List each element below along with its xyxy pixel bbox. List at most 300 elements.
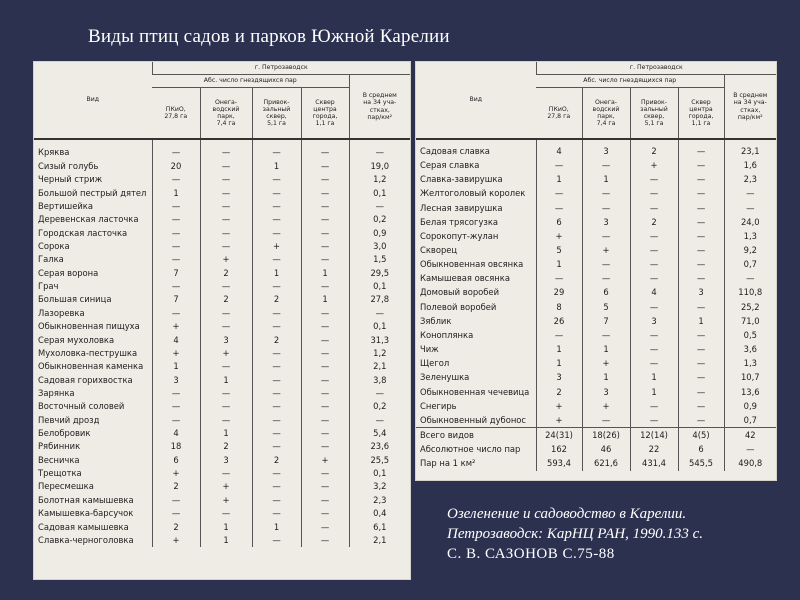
table-cell: 0,1	[349, 280, 410, 293]
bird-table-left	[34, 62, 410, 547]
species-column-header: Вид	[34, 62, 152, 139]
table-cell: —	[301, 400, 349, 413]
table-cell: —	[582, 271, 630, 285]
table-row	[34, 306, 410, 319]
table-cell: 42	[724, 428, 776, 443]
species-name: Лазоревка	[38, 307, 85, 318]
table-row	[416, 201, 776, 215]
table-cell: —	[301, 507, 349, 520]
table-cell: 3	[582, 385, 630, 399]
table-cell: —	[536, 271, 582, 285]
table-cell: 8	[536, 300, 582, 314]
table-cell: —	[200, 400, 252, 413]
table-row	[416, 172, 776, 186]
table-cell: —	[630, 271, 678, 285]
table-cell: —	[301, 139, 349, 159]
table-cell: —	[301, 320, 349, 333]
species-name: Обыкновенный дубонос	[420, 414, 527, 425]
table-cell: —	[301, 240, 349, 253]
location-header: Сквер центра города, 1,1 га	[301, 88, 349, 140]
table-cell: —	[301, 253, 349, 266]
city-header: г. Петрозаводск	[152, 62, 410, 75]
table-cell: 0,9	[349, 226, 410, 239]
table-row	[416, 257, 776, 271]
table-cell: 162	[536, 442, 582, 456]
species-name: Обыкновенная каменка	[38, 361, 144, 372]
location-header: Онега- водский парк, 7,4 га	[582, 88, 630, 140]
table-cell: —	[152, 240, 200, 253]
table-cell: 24(31)	[536, 428, 582, 443]
table-cell: 3	[152, 373, 200, 386]
table-cell: 4	[536, 139, 582, 158]
table-cell: —	[252, 493, 301, 506]
table-cell: 19,0	[349, 159, 410, 172]
table-cell: —	[301, 360, 349, 373]
table-row	[34, 493, 410, 506]
table-cell: 2	[200, 266, 252, 279]
table-row	[416, 399, 776, 413]
species-name: Скворец	[420, 244, 458, 255]
citation-author: С. В. САЗОНОВ С.75-88	[447, 546, 615, 562]
table-row	[416, 314, 776, 328]
table-cell: +	[152, 320, 200, 333]
table-cell: —	[252, 306, 301, 319]
table-cell: —	[582, 257, 630, 271]
table-row	[34, 159, 410, 172]
species-name: Зяблик	[420, 315, 452, 326]
table-cell: —	[536, 186, 582, 200]
table-cell: —	[200, 507, 252, 520]
table-cell: —	[152, 226, 200, 239]
species-name: Садовая горихвостка	[38, 374, 133, 385]
table-cell: 7	[152, 293, 200, 306]
species-name: Городская ласточка	[38, 227, 128, 238]
table-cell: —	[724, 442, 776, 456]
table-cell: —	[724, 186, 776, 200]
table-row	[34, 360, 410, 373]
table-cell: 5	[536, 243, 582, 257]
table-cell: 0,1	[349, 467, 410, 480]
table-cell: 3	[536, 371, 582, 385]
table-cell: 545,5	[678, 456, 724, 470]
nests-header: Абс. число гнездящихся пар	[536, 75, 724, 88]
species-name: Рябинник	[38, 441, 81, 452]
table-cell: —	[252, 507, 301, 520]
table-cell: —	[252, 400, 301, 413]
table-cell: 2	[152, 520, 200, 533]
table-row	[416, 271, 776, 285]
table-cell: —	[301, 346, 349, 359]
table-cell: 1	[582, 342, 630, 356]
table-cell: —	[152, 173, 200, 186]
table-cell: 29,5	[349, 266, 410, 279]
table-cell: —	[301, 373, 349, 386]
table-cell: —	[678, 215, 724, 229]
table-cell: 1	[630, 385, 678, 399]
table-cell: —	[252, 386, 301, 399]
table-cell: —	[301, 440, 349, 453]
table-cell: 2	[200, 440, 252, 453]
table-row	[34, 199, 410, 212]
table-cell: —	[200, 139, 252, 159]
table-cell: —	[301, 386, 349, 399]
table-row	[34, 253, 410, 266]
table-row	[416, 139, 776, 158]
species-column-header: Вид	[416, 62, 536, 139]
species-name: Деревенская ласточка	[38, 214, 139, 225]
table-cell: +	[536, 399, 582, 413]
table-cell: —	[301, 520, 349, 533]
table-cell: 0,1	[349, 186, 410, 199]
table-cell: 2,1	[349, 533, 410, 546]
table-cell: 2	[630, 215, 678, 229]
table-cell: —	[252, 467, 301, 480]
table-cell: 1	[678, 314, 724, 328]
table-cell: —	[152, 139, 200, 159]
table-cell: —	[252, 533, 301, 546]
density-header: В среднем на 34 уча- стках, пар/км²	[724, 75, 776, 140]
species-name: Кряква	[38, 147, 70, 158]
table-cell: 20	[152, 159, 200, 172]
table-cell: —	[630, 186, 678, 200]
species-name: Желтоголовый королек	[420, 188, 526, 199]
table-cell: 1	[252, 520, 301, 533]
table-cell: 2,3	[724, 172, 776, 186]
table-cell: —	[536, 201, 582, 215]
table-cell: —	[349, 306, 410, 319]
table-row	[34, 320, 410, 333]
table-cell: 621,6	[582, 456, 630, 470]
table-cell: +	[152, 533, 200, 546]
table-cell: —	[252, 440, 301, 453]
table-cell: 1	[536, 342, 582, 356]
table-cell: 71,0	[724, 314, 776, 328]
table-cell: 1	[630, 371, 678, 385]
table-cell: —	[678, 257, 724, 271]
table-cell: —	[152, 280, 200, 293]
table-cell: 25,2	[724, 300, 776, 314]
table-cell: —	[630, 300, 678, 314]
table-cell: 29	[536, 286, 582, 300]
table-cell: —	[678, 271, 724, 285]
table-row	[34, 280, 410, 293]
table-cell: —	[582, 229, 630, 243]
table-cell: 3,8	[349, 373, 410, 386]
table-cell: 25,5	[349, 453, 410, 466]
table-cell: 4	[630, 286, 678, 300]
citation	[447, 504, 777, 564]
table-cell: —	[252, 186, 301, 199]
table-cell: —	[630, 243, 678, 257]
species-name: Садовая славка	[420, 145, 490, 156]
table-cell: —	[678, 201, 724, 215]
table-cell: —	[200, 280, 252, 293]
table-cell: 1	[200, 427, 252, 440]
table-cell: 3	[200, 333, 252, 346]
table-body	[416, 139, 776, 471]
table-cell: —	[301, 413, 349, 426]
table-cell: 6	[536, 215, 582, 229]
species-name: Чиж	[420, 344, 439, 355]
table-cell: —	[630, 413, 678, 428]
table-cell: —	[252, 427, 301, 440]
table-cell: —	[152, 493, 200, 506]
table-cell: 1	[252, 159, 301, 172]
table-cell: —	[301, 280, 349, 293]
table-cell: 0,4	[349, 507, 410, 520]
table-cell: 18	[152, 440, 200, 453]
table-row	[34, 346, 410, 359]
table-cell: —	[252, 253, 301, 266]
table-row	[34, 480, 410, 493]
table-row	[34, 507, 410, 520]
table-row	[34, 520, 410, 533]
table-cell: 4	[152, 333, 200, 346]
species-name: Белобровик	[38, 428, 91, 439]
table-cell: —	[678, 371, 724, 385]
table-cell: +	[200, 493, 252, 506]
table-cell: 10,7	[724, 371, 776, 385]
table-cell: —	[678, 158, 724, 172]
table-cell: —	[301, 213, 349, 226]
table-row	[34, 293, 410, 306]
table-row	[416, 286, 776, 300]
species-name: Мухоловка-пеструшка	[38, 347, 138, 358]
species-name: Большая синица	[38, 294, 112, 305]
table-cell: +	[582, 399, 630, 413]
table-cell: —	[536, 328, 582, 342]
table-row	[34, 139, 410, 159]
total-row	[416, 442, 776, 456]
table-cell: —	[200, 173, 252, 186]
species-name: Вертишейка	[38, 200, 93, 211]
species-name: Серая мухоловка	[38, 334, 115, 345]
species-name: Обыкновенная пищуха	[38, 321, 140, 332]
table-row	[416, 243, 776, 257]
table-cell: +	[301, 453, 349, 466]
table-cell: —	[152, 306, 200, 319]
table-cell: 2	[630, 139, 678, 158]
table-cell: 6	[152, 453, 200, 466]
table-cell: —	[724, 201, 776, 215]
table-cell: —	[301, 159, 349, 172]
species-name: Лесная завирушка	[420, 202, 503, 213]
table-cell: —	[200, 199, 252, 212]
table-cell: —	[301, 199, 349, 212]
table-cell: 1	[301, 266, 349, 279]
species-name: Всего видов	[416, 428, 536, 443]
table-cell: —	[630, 229, 678, 243]
table-cell: —	[200, 386, 252, 399]
species-name: Щегол	[420, 358, 450, 369]
table-cell: —	[678, 413, 724, 428]
table-cell: —	[200, 213, 252, 226]
table-cell: —	[630, 328, 678, 342]
table-row	[416, 356, 776, 370]
table-cell: —	[200, 360, 252, 373]
table-cell: —	[678, 229, 724, 243]
species-name: Садовая камышевка	[38, 521, 129, 532]
table-cell: +	[200, 480, 252, 493]
density-header: В среднем на 34 уча- стках, пар/км²	[349, 75, 410, 140]
table-cell: 6	[678, 442, 724, 456]
table-cell: 4(5)	[678, 428, 724, 443]
table-cell: 0,5	[724, 328, 776, 342]
table-row	[34, 173, 410, 186]
table-cell: 0,7	[724, 413, 776, 428]
table-cell: 1	[152, 360, 200, 373]
table-cell: —	[152, 413, 200, 426]
table-cell: —	[678, 172, 724, 186]
total-row	[416, 428, 776, 443]
table-cell: —	[252, 213, 301, 226]
location-header: Привок- зальный сквер, 5,1 га	[630, 88, 678, 140]
table-cell: 7	[582, 314, 630, 328]
table-row	[34, 213, 410, 226]
table-cell: —	[252, 480, 301, 493]
species-name: Пар на 1 км²	[420, 458, 476, 469]
table-cell: 27,8	[349, 293, 410, 306]
table-cell: 1	[536, 356, 582, 370]
table-row	[34, 440, 410, 453]
table-cell: —	[252, 360, 301, 373]
table-cell: —	[678, 300, 724, 314]
species-name: Коноплянка	[420, 329, 474, 340]
species-name: Трещотка	[38, 468, 82, 479]
table-row	[416, 215, 776, 229]
table-row	[416, 385, 776, 399]
table-cell: —	[630, 257, 678, 271]
species-name: Славка-черноголовка	[38, 534, 134, 545]
species-name: Серая славка	[420, 160, 480, 171]
table-body	[34, 139, 410, 547]
location-header: Привок- зальный сквер, 5,1 га	[252, 88, 301, 140]
table-cell: 2,1	[349, 360, 410, 373]
table-cell: 2	[252, 293, 301, 306]
table-row	[34, 400, 410, 413]
table-cell: —	[152, 386, 200, 399]
species-name: Домовый воробей	[420, 287, 500, 298]
table-cell: 23,6	[349, 440, 410, 453]
total-row	[416, 456, 776, 470]
table-cell: 3	[582, 215, 630, 229]
table-cell: —	[301, 427, 349, 440]
table-cell: —	[630, 342, 678, 356]
species-name: Восточный соловей	[38, 401, 125, 412]
table-row	[416, 413, 776, 428]
table-cell: 110,8	[724, 286, 776, 300]
table-cell: —	[630, 201, 678, 215]
table-row	[34, 373, 410, 386]
table-cell: 1	[152, 186, 200, 199]
table-cell: 431,4	[630, 456, 678, 470]
table-row	[34, 413, 410, 426]
table-cell: 3,6	[724, 342, 776, 356]
table-cell: +	[536, 229, 582, 243]
citation-line: Петрозаводск: КарНЦ РАН, 1990.133 с.	[447, 526, 704, 542]
table-cell: 24,0	[724, 215, 776, 229]
table-cell: —	[582, 413, 630, 428]
table-cell: —	[200, 306, 252, 319]
table-cell: —	[678, 385, 724, 399]
table-cell: —	[152, 400, 200, 413]
table-cell: —	[252, 280, 301, 293]
table-cell: +	[536, 413, 582, 428]
table-cell: 31,3	[349, 333, 410, 346]
location-header: ПКиО, 27,8 га	[536, 88, 582, 140]
table-row	[416, 158, 776, 172]
table-row	[416, 229, 776, 243]
table-cell: —	[724, 271, 776, 285]
table-row	[34, 453, 410, 466]
table-cell: 3,0	[349, 240, 410, 253]
table-cell: +	[200, 346, 252, 359]
table-cell: —	[349, 386, 410, 399]
table-cell: —	[301, 333, 349, 346]
table-cell: 22	[630, 442, 678, 456]
table-cell: 2	[200, 293, 252, 306]
table-cell: +	[152, 346, 200, 359]
species-name: Обыкновенная чечевица	[420, 386, 530, 397]
table-cell: —	[200, 226, 252, 239]
species-name: Сорока	[38, 240, 70, 251]
species-name: Весничка	[38, 454, 80, 465]
table-cell: —	[678, 243, 724, 257]
species-name: Снегирь	[420, 400, 457, 411]
table-row	[416, 300, 776, 314]
table-cell: 1,2	[349, 346, 410, 359]
table-row	[416, 371, 776, 385]
table-cell: 0,2	[349, 400, 410, 413]
table-cell: 1	[582, 172, 630, 186]
table-scan-left	[34, 62, 410, 579]
table-cell: —	[678, 139, 724, 158]
table-cell: 2	[252, 453, 301, 466]
table-cell: —	[582, 201, 630, 215]
table-row	[34, 186, 410, 199]
table-cell: 46	[582, 442, 630, 456]
table-row	[34, 226, 410, 239]
table-cell: 1	[200, 520, 252, 533]
table-row	[34, 467, 410, 480]
table-cell: 1	[200, 373, 252, 386]
species-name: Грач	[38, 281, 59, 292]
table-cell: —	[301, 533, 349, 546]
table-cell: 3	[582, 139, 630, 158]
table-cell: 1,6	[724, 158, 776, 172]
table-cell: —	[301, 186, 349, 199]
table-cell: —	[582, 186, 630, 200]
species-name: Обыкновенная овсянка	[420, 259, 524, 270]
table-row	[416, 328, 776, 342]
table-cell: —	[582, 328, 630, 342]
table-scan-right	[416, 62, 776, 480]
table-cell: 0,1	[349, 320, 410, 333]
table-row	[34, 386, 410, 399]
table-cell: —	[678, 399, 724, 413]
table-cell: —	[349, 413, 410, 426]
table-cell: 13,6	[724, 385, 776, 399]
table-cell: —	[678, 328, 724, 342]
table-cell: —	[301, 226, 349, 239]
table-cell: 1,3	[724, 229, 776, 243]
table-cell: 12(14)	[630, 428, 678, 443]
table-row	[34, 266, 410, 279]
table-row	[34, 333, 410, 346]
species-name: Камышевка-барсучок	[38, 508, 134, 519]
table-cell: 0,7	[724, 257, 776, 271]
table-cell: +	[152, 467, 200, 480]
